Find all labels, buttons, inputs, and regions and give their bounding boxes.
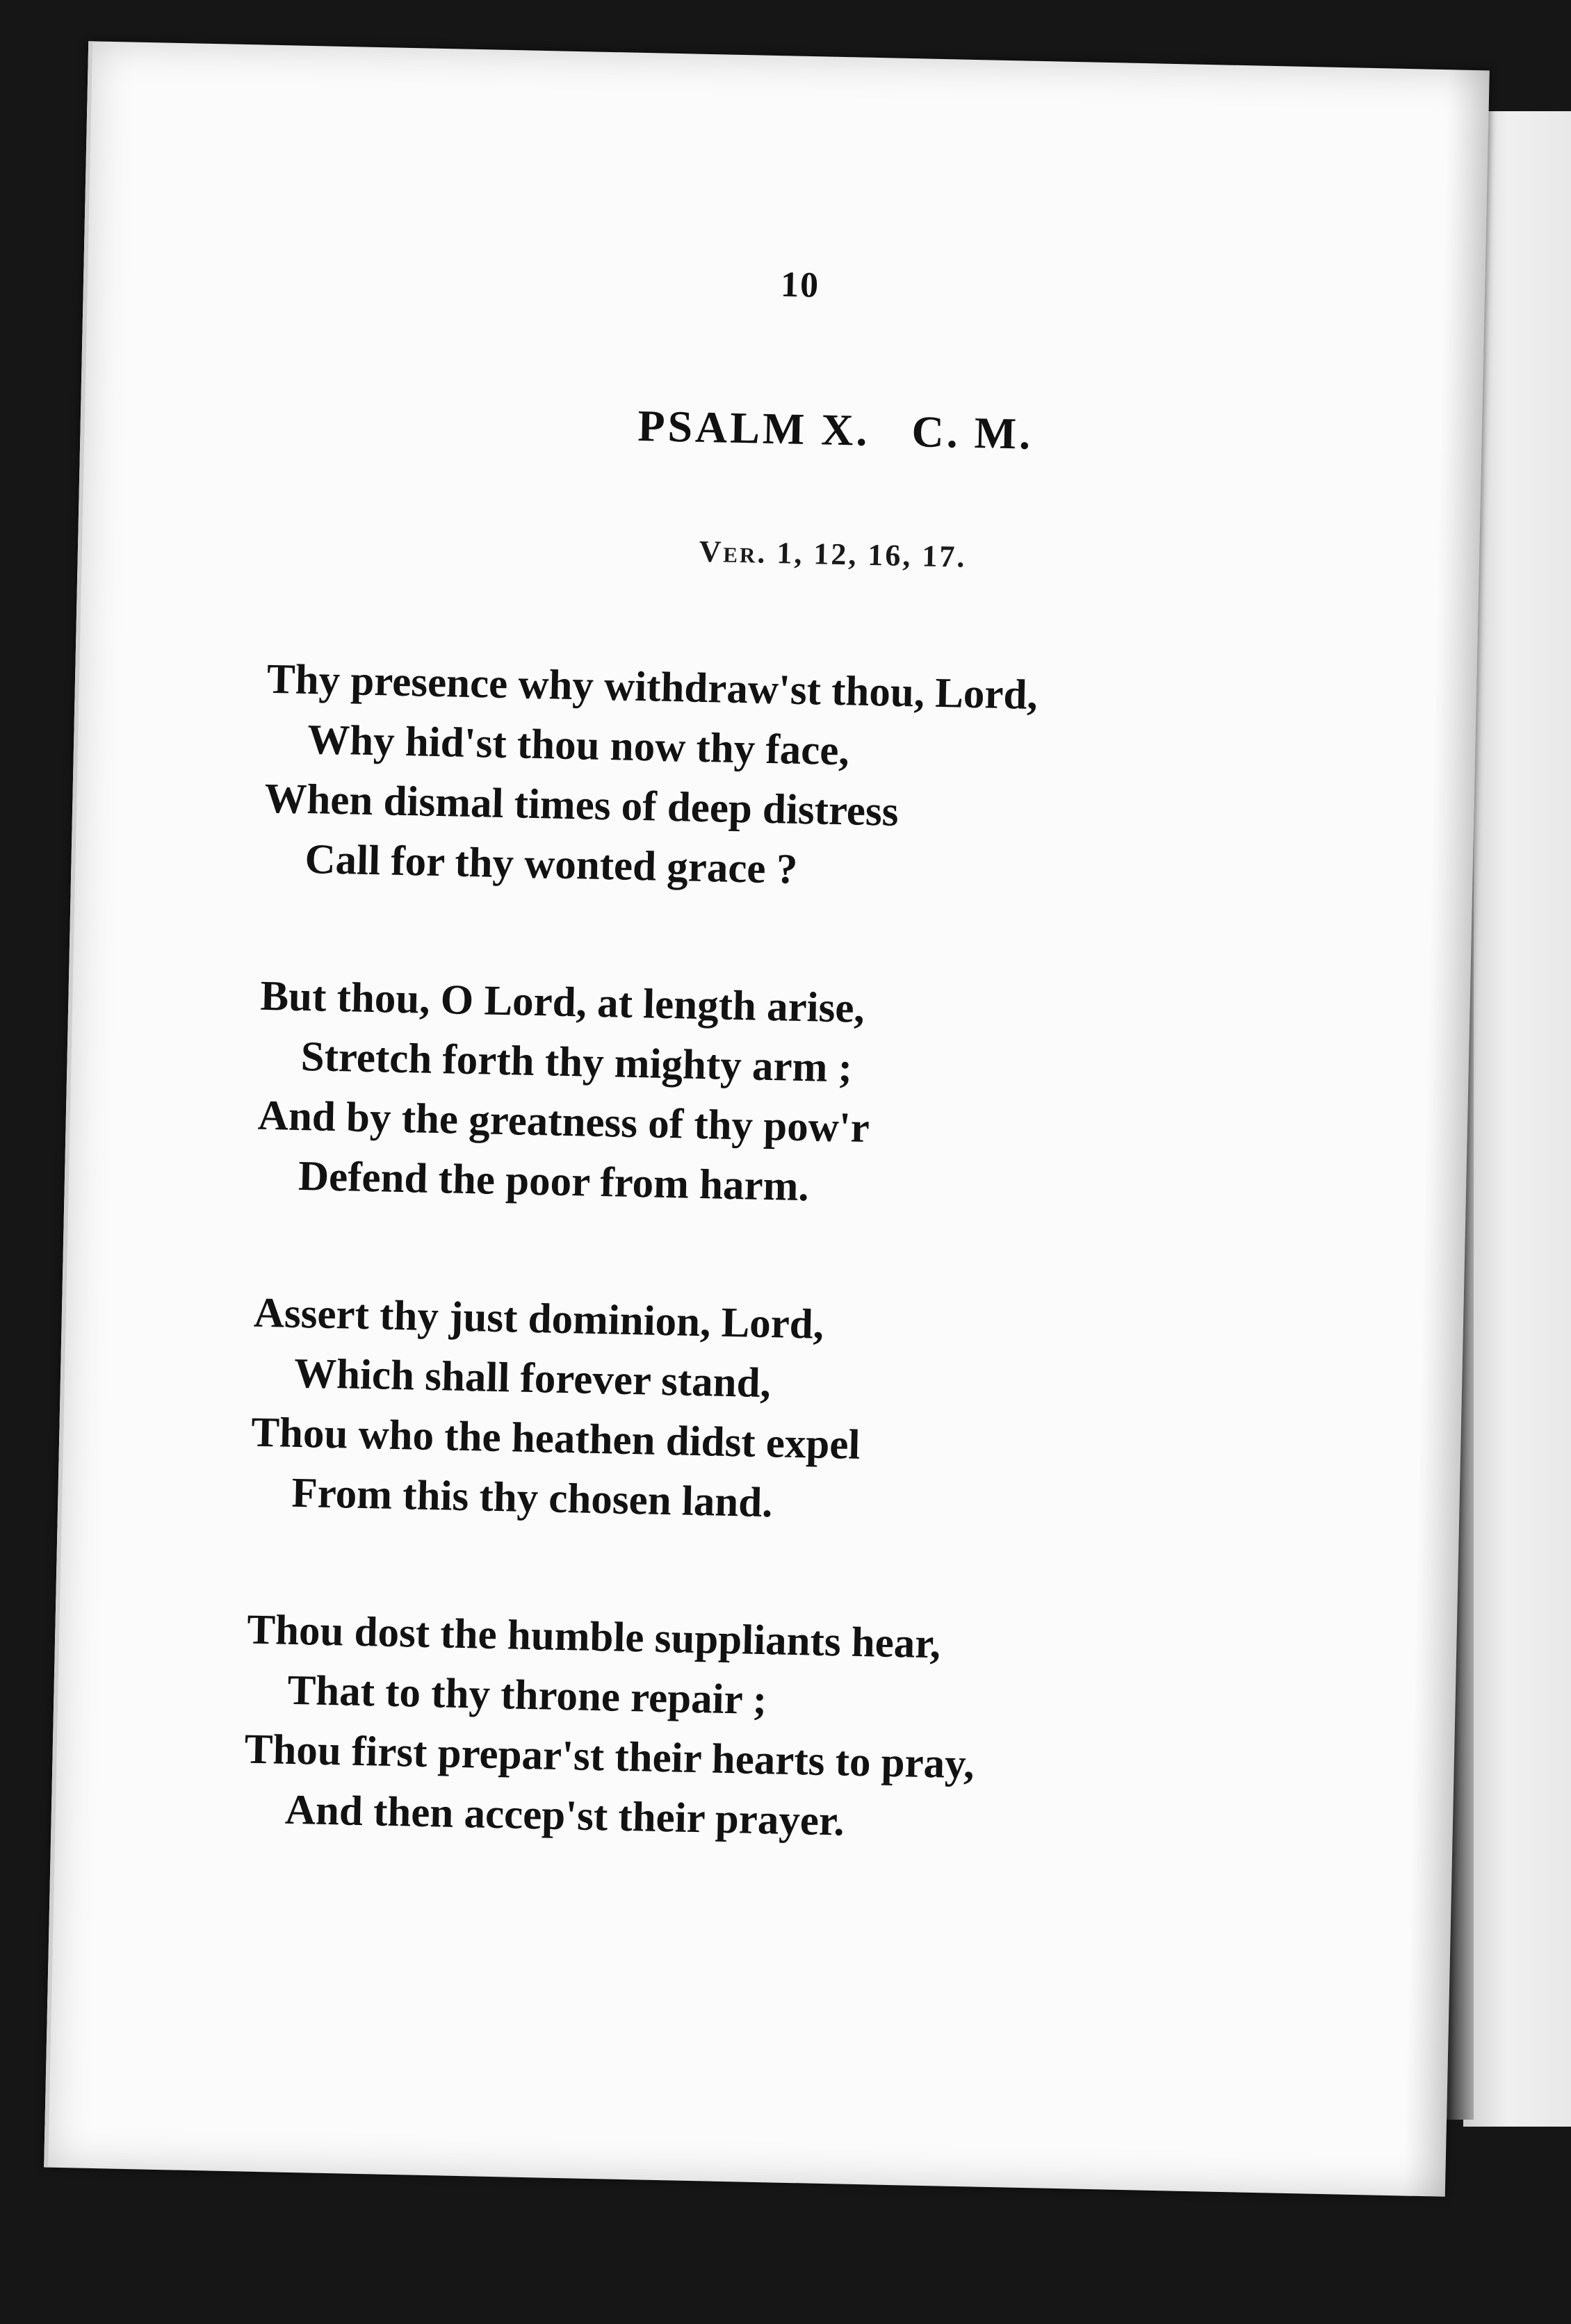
stanza-line: Which shall forever stand, [293,1350,772,1407]
stanza [256,967,1303,1227]
stanza-line: When dismal times of deep distress [263,775,900,835]
stanza [263,650,1310,910]
stanza-line: Defend the poor from harm. [298,1152,810,1211]
book-page [44,41,1490,2197]
stanza-line: Why hid'st thou now thy face, [307,717,850,775]
stanza-line: Call for thy wonted grace ? [304,836,798,893]
page-number: 10 [780,265,820,306]
stanza-line: From this thy chosen land. [291,1469,774,1527]
stanza-line: And then accep'st their prayer. [284,1786,845,1845]
stanza-line: And by the greatness of thy pow'r [257,1092,870,1152]
stanza [250,1284,1297,1544]
stanza-line: But thou, O Lord, at length arise, [259,972,865,1032]
stanza-line: Thy presence why withdraw'st thou, Lord, [266,655,1039,719]
stanza-line: Thou first prepar'st their hearts to pray, [244,1726,975,1788]
stanza [243,1601,1290,1861]
stanza-line: Assert thy just dominion, Lord, [253,1289,824,1348]
psalm-text [241,650,1310,1939]
stanza-line: Stretch forth thy mighty arm ; [300,1033,853,1092]
stanza-line: Thou who the heathen didst expel [250,1409,861,1468]
verse-reference: Ver. 1, 12, 16, 17. [699,534,967,574]
stanza-line: That to thy throne repair ; [286,1667,767,1724]
stanza-line: Thou dost the humble suppliants hear, [246,1606,941,1668]
psalm-title: PSALM X. C. M. [637,400,1034,459]
